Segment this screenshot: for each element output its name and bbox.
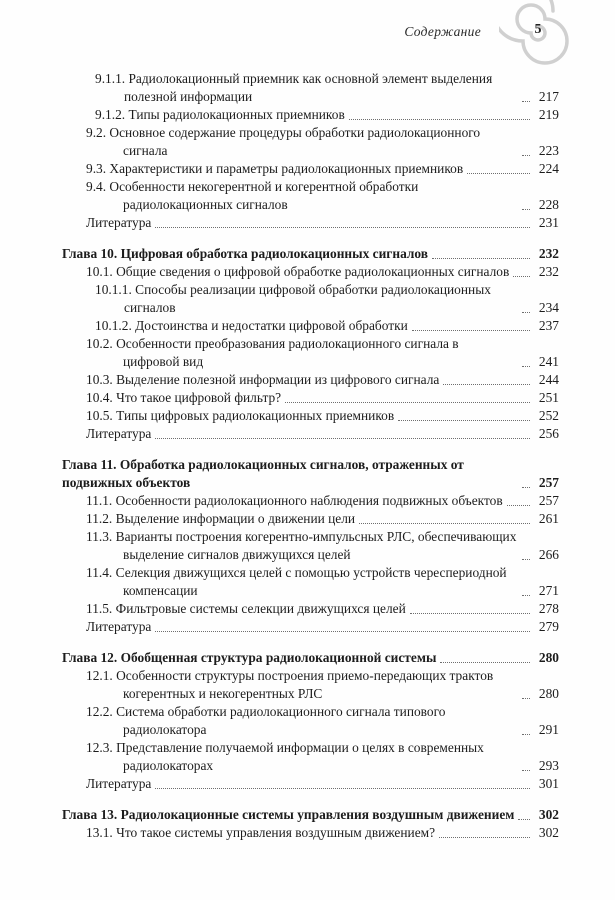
toc-entry bbox=[86, 407, 559, 425]
dot-leader bbox=[522, 595, 530, 596]
dot-leader bbox=[155, 631, 530, 632]
toc-entry-page: 257 bbox=[538, 475, 559, 490]
dot-leader bbox=[522, 155, 530, 156]
toc-entry-page: 244 bbox=[538, 372, 559, 387]
toc-entry-page: 280 bbox=[538, 686, 559, 701]
toc-entry-page: 228 bbox=[538, 197, 559, 212]
toc-entry-page: 261 bbox=[538, 511, 559, 526]
toc-entry-page: 252 bbox=[538, 408, 559, 423]
dot-leader bbox=[410, 613, 530, 614]
dot-leader bbox=[507, 505, 530, 506]
toc-entry bbox=[86, 667, 559, 703]
toc-entry-title: Глава 11. Обработка радиолокационных сигналов, отраженных от подвижных объектов bbox=[62, 457, 464, 490]
toc-entry bbox=[86, 739, 559, 775]
toc-entry bbox=[86, 371, 559, 389]
toc-entry-page: 256 bbox=[538, 426, 559, 441]
toc-entry bbox=[86, 124, 559, 160]
toc-entry-title: 9.2. Основное содержание процедуры обработки радиолокационного сигнала bbox=[86, 125, 481, 158]
toc-entry-page: 224 bbox=[538, 161, 559, 176]
toc-entry-title: 9.1.2. Типы радиолокационных приемников bbox=[95, 107, 345, 122]
toc-entry-title: 12.3. Представление получаемой информации о целях в современных радиолокаторах bbox=[86, 740, 484, 773]
toc-entry bbox=[86, 528, 559, 564]
dot-leader bbox=[522, 209, 530, 210]
toc-entry-title: Литература bbox=[86, 215, 152, 230]
page-header-title: Содержание bbox=[404, 24, 481, 39]
dot-leader bbox=[513, 276, 530, 277]
dot-leader bbox=[522, 698, 530, 699]
toc-entry bbox=[86, 263, 559, 281]
toc-chapter-entry bbox=[62, 649, 559, 667]
toc-entry-title: 9.4. Особенности некогерентной и когерентной обработки радиолокационных сигналов bbox=[86, 179, 419, 212]
dot-leader bbox=[522, 312, 530, 313]
toc-entry-title: Глава 12. Обобщенная структура радиолокационной системы bbox=[62, 650, 437, 665]
toc-entry-title: 11.2. Выделение информации о движении цели bbox=[86, 511, 356, 526]
toc-chapter-entry bbox=[62, 806, 559, 824]
toc-entry-page: 302 bbox=[538, 807, 559, 822]
toc-entry bbox=[86, 492, 559, 510]
toc-entry-page: 237 bbox=[538, 318, 559, 333]
toc-entry-page: 234 bbox=[538, 300, 559, 315]
toc-entry-title: 10.4. Что такое цифровой фильтр? bbox=[86, 390, 282, 405]
toc-entry-title: 12.1. Особенности структуры построения приемо-передающих трактов когерентных и некогерентных РЛС bbox=[86, 668, 494, 701]
toc-entry bbox=[86, 600, 559, 618]
page-number: 5 bbox=[534, 22, 542, 37]
dot-leader bbox=[439, 837, 530, 838]
toc-entry-title: 10.3. Выделение полезной информации из цифрового сигнала bbox=[86, 372, 440, 387]
toc-entry-page: 291 bbox=[538, 722, 559, 737]
dot-leader bbox=[155, 227, 530, 228]
dot-leader bbox=[412, 330, 530, 331]
toc-entry-title: 9.1.1. Радиолокационный приемник как основной элемент выделения полезной информации bbox=[95, 71, 493, 104]
toc-entry-page: 301 bbox=[538, 776, 559, 791]
toc-entry-page: 257 bbox=[538, 493, 559, 508]
toc-entry bbox=[86, 703, 559, 739]
toc-entry-title: 10.1. Общие сведения о цифровой обработке радиолокационных сигналов bbox=[86, 264, 510, 279]
dot-leader bbox=[518, 819, 530, 820]
toc-entry bbox=[86, 214, 559, 232]
toc-entry-title: Литература bbox=[86, 776, 152, 791]
dot-leader bbox=[467, 173, 530, 174]
dot-leader bbox=[359, 523, 530, 524]
toc-entry-title: 11.3. Варианты построения когерентно-импульсных РЛС, обеспечивающих выделение сигналов движущихся целей bbox=[86, 529, 517, 562]
toc-entry bbox=[86, 335, 559, 371]
dot-leader bbox=[155, 438, 530, 439]
dot-leader bbox=[522, 366, 530, 367]
dot-leader bbox=[285, 402, 530, 403]
toc-entry-title: 10.5. Типы цифровых радиолокационных приемников bbox=[86, 408, 395, 423]
toc-entry bbox=[95, 70, 559, 106]
toc-entry-page: 271 bbox=[538, 583, 559, 598]
toc-entry-title: 11.4. Селекция движущихся целей с помощью устройств череспериодной компенсации bbox=[86, 565, 507, 598]
toc-entry-page: 232 bbox=[538, 246, 559, 261]
dot-leader bbox=[443, 384, 530, 385]
toc-entry bbox=[86, 510, 559, 528]
toc-chapter-entry bbox=[62, 456, 559, 492]
toc-entry-page: 302 bbox=[538, 825, 559, 840]
dot-leader bbox=[522, 487, 530, 488]
toc-entry-title: 10.2. Особенности преобразования радиолокационного сигнала в цифровой вид bbox=[86, 336, 459, 369]
toc-entry bbox=[86, 389, 559, 407]
toc-entry-page: 223 bbox=[538, 143, 559, 158]
toc-entry-title: Литература bbox=[86, 619, 152, 634]
dot-leader bbox=[522, 559, 530, 560]
toc-entry-title: 11.5. Фильтровые системы селекции движущихся целей bbox=[86, 601, 406, 616]
toc-entry-title: 11.1. Особенности радиолокационного наблюдения подвижных объектов bbox=[86, 493, 503, 508]
toc-entry-page: 232 bbox=[538, 264, 559, 279]
toc-entry-title: 9.3. Характеристики и параметры радиолокационных приемников bbox=[86, 161, 464, 176]
dot-leader bbox=[522, 101, 530, 102]
toc-entry bbox=[86, 618, 559, 636]
toc-entry-title: 10.1.1. Способы реализации цифровой обработки радиолокационных сигналов bbox=[95, 282, 491, 315]
toc-entry-page: 279 bbox=[538, 619, 559, 634]
dot-leader bbox=[522, 734, 530, 735]
toc-entry bbox=[86, 178, 559, 214]
dot-leader bbox=[155, 788, 530, 789]
toc-chapter-entry bbox=[62, 245, 559, 263]
toc-entry-title: 13.1. Что такое системы управления воздушным движением? bbox=[86, 825, 436, 840]
toc-entry-title: Глава 10. Цифровая обработка радиолокационных сигналов bbox=[62, 246, 428, 261]
toc-entry bbox=[95, 281, 559, 317]
toc-entry-page: 241 bbox=[538, 354, 559, 369]
dot-leader bbox=[398, 420, 530, 421]
toc-entry-page: 217 bbox=[538, 89, 559, 104]
toc-entry-page: 280 bbox=[538, 650, 559, 665]
toc-entry bbox=[95, 106, 559, 124]
running-head bbox=[62, 0, 559, 52]
toc-entry-title: Литература bbox=[86, 426, 152, 441]
toc-entry-page: 231 bbox=[538, 215, 559, 230]
toc-entry-page: 266 bbox=[538, 547, 559, 562]
toc-entry-title: 10.1.2. Достоинства и недостатки цифровой обработки bbox=[95, 318, 408, 333]
dot-leader bbox=[349, 119, 530, 120]
toc-entry-page: 219 bbox=[538, 107, 559, 122]
spiral-ornament-icon bbox=[499, 0, 577, 77]
dot-leader bbox=[522, 770, 530, 771]
toc-entry bbox=[86, 824, 559, 842]
toc-entry bbox=[86, 564, 559, 600]
dot-leader bbox=[432, 258, 530, 259]
toc-entry bbox=[86, 775, 559, 793]
toc-entry bbox=[95, 317, 559, 335]
toc-entry-title: 12.2. Система обработки радиолокационного сигнала типового радиолокатора bbox=[86, 704, 446, 737]
toc-entry-title: Глава 13. Радиолокационные системы управления воздушным движением bbox=[62, 807, 515, 822]
toc-entry-page: 251 bbox=[538, 390, 559, 405]
toc-entry-page: 278 bbox=[538, 601, 559, 616]
toc-entry-page: 293 bbox=[538, 758, 559, 773]
toc-entry bbox=[86, 425, 559, 443]
toc-entry bbox=[86, 160, 559, 178]
dot-leader bbox=[440, 662, 530, 663]
toc-list bbox=[62, 70, 559, 842]
